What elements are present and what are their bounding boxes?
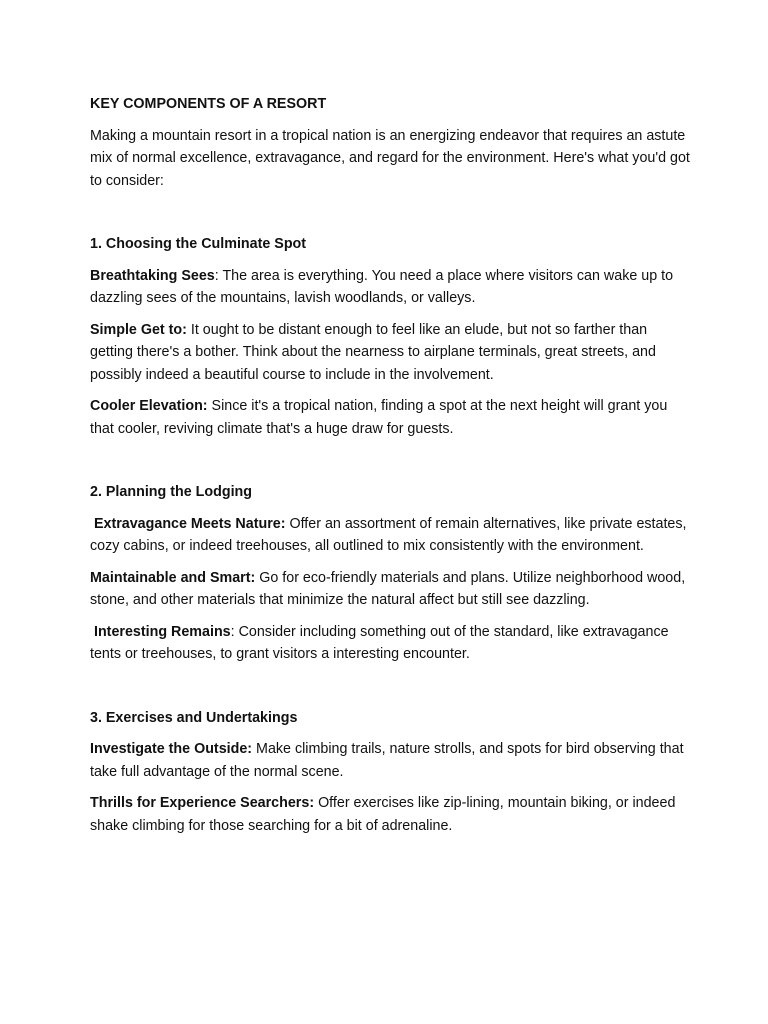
section-3-item-1	[90, 738, 690, 783]
section-heading-3: 3. Exercises and Undertakings	[90, 709, 298, 726]
document-title: KEY COMPONENTS OF A RESORT	[90, 96, 327, 112]
item-text: It ought to be distant enough to feel like an elude, but not so farther than getting there's a bother. Think about the nearness to airplane terminals, great streets, and possibly indeed a beautiful course to include in the involvement.	[90, 321, 656, 383]
item-text: Consider including something out of the standard, like extravagance tents or treehouses, to grant visitors a interesting encounter.	[90, 623, 669, 662]
section-2-item-2	[90, 567, 690, 612]
item-text: Since it's a tropical nation, finding a spot at the next height will grant you that cooler, reviving climate that's a huge draw for guests.	[90, 398, 668, 437]
item-text: Go for eco-friendly materials and plans. Utilize neighborhood wood, stone, and other materials that minimize the natural affect but still see dazzling.	[90, 569, 686, 608]
item-term: Investigate the Outside:	[90, 741, 253, 757]
section-heading-1: 1. Choosing the Culminate Spot	[90, 236, 307, 252]
item-term: Simple Get to:	[90, 321, 187, 338]
section-1-item-2	[90, 319, 690, 387]
intro-paragraph: Making a mountain resort in a tropical nation is an energizing endeavor that requires an astute mix of normal excellence, extravagance, and regard for the environment. Here's what you'd got to consider:	[90, 127, 690, 189]
item-text: Make climbing trails, nature strolls, and spots for bird observing that take full advantage of the normal scene.	[90, 741, 684, 780]
section-2-item-3	[90, 621, 690, 666]
section-heading-2: 2. Planning the Lodging	[90, 484, 253, 500]
section-2-item-1	[90, 513, 690, 558]
item-term: Maintainable and Smart:	[90, 569, 256, 586]
item-term: Interesting Remains	[90, 623, 231, 640]
document-page	[90, 93, 690, 846]
section-1-item-1	[90, 265, 690, 310]
item-text: The area is everything. You need a place where visitors can wake up to dazzling sees of the mountains, lavish woodlands, or valleys.	[90, 267, 674, 306]
item-term: Thrills for Experience Searchers:	[90, 795, 315, 811]
item-text: Offer an assortment of remain alternatives, like private estates, cozy cabins, or indeed treehouses, all outlined to mix consistently with the environment.	[90, 515, 687, 554]
item-text: Offer exercises like zip-lining, mountain biking, or indeed shake climbing for those searching for a bit of adrenaline.	[90, 795, 676, 834]
section-1-item-3	[90, 395, 690, 440]
item-term: Breathtaking Sees	[90, 267, 215, 284]
item-term: Cooler Elevation:	[90, 398, 208, 414]
item-separator: :	[214, 267, 219, 284]
item-term: Extravagance Meets Nature:	[90, 515, 286, 532]
item-separator: :	[230, 623, 235, 640]
section-3-item-2	[90, 792, 690, 837]
